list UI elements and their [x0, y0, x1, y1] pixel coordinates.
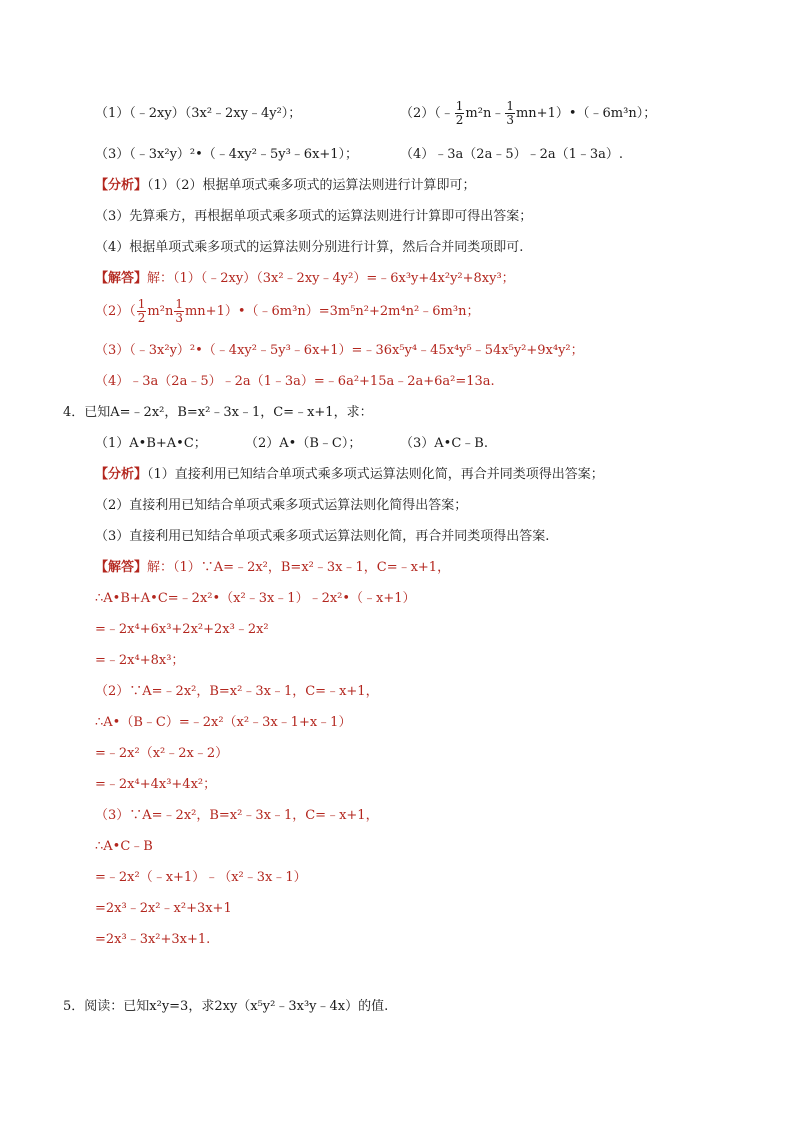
problem-3-3: （3）（﹣3x²y）²•（﹣4xy²﹣5y³﹣6x+1）；: [95, 147, 359, 162]
problem-4-3: （3）A•C﹣B.: [400, 436, 488, 451]
analysis-3-line-3: （4）根据单项式乘多项式的运算法则分别进行计算，然后合并同类项即可.: [95, 240, 524, 255]
problem-4-2: （2）A•（B﹣C）；: [245, 436, 362, 451]
problem-3-2: [400, 100, 656, 128]
fraction-denominator: 2: [455, 113, 464, 127]
fraction-numerator: 1: [137, 297, 146, 311]
answer-4-step: =﹣2x²（﹣x+1）﹣（x²﹣3x﹣1）: [95, 870, 307, 885]
fraction-numerator: 1: [455, 99, 464, 113]
answer-4-step: ∴A•C﹣B: [95, 839, 153, 854]
fraction: [174, 298, 184, 325]
analysis-text: （1）（2）根据单项式乘多项式的运算法则进行计算即可；: [147, 178, 476, 193]
answer-label: 【解答】: [95, 560, 148, 575]
answer-3-line-2: [95, 298, 479, 326]
answer-4-line-1: [95, 559, 450, 577]
question-5-stem: 5．阅读：已知x²y=3，求2xy（x⁵y²﹣3x³y﹣4x）的值.: [63, 999, 389, 1014]
answer-4-step: =2x³﹣2x²﹣x²+3x+1: [95, 901, 232, 916]
problem-3-2-prefix: （2）（﹣: [400, 106, 454, 121]
fraction-denominator: 3: [506, 113, 514, 127]
analysis-label: 【分析】: [95, 178, 148, 193]
answer-suffix: mn+1）•（﹣6m³n）=3m⁵n²+2m⁴n²﹣6m³n；: [184, 304, 480, 319]
answer-prefix: （2）（: [95, 304, 136, 319]
answer-3-line-4: （4）﹣3a（2a﹣5）﹣2a（1﹣3a）=﹣6a²+15a﹣2a+6a²=13a.: [95, 374, 495, 389]
fraction: [455, 100, 465, 127]
analysis-text: （1）直接利用已知结合单项式乘多项式运算法则化简，再合并同类项得出答案；: [147, 467, 604, 482]
fraction-numerator: 1: [175, 297, 183, 311]
fraction-denominator: 2: [137, 311, 146, 325]
problem-4-1: （1）A•B+A•C；: [95, 436, 207, 451]
problem-3-2-middle: m²n﹣: [465, 106, 505, 121]
answer-4-step: ∴A•（B﹣C）=﹣2x²（x²﹣3x﹣1+x﹣1）: [95, 715, 352, 730]
answer-3-line-3: （3）（﹣3x²y）²•（﹣4xy²﹣5y³﹣6x+1）=﹣36x⁵y⁴﹣45x⁴y⁵﹣54x⁵y²+9x⁴y²；: [95, 343, 584, 358]
analysis-label: 【分析】: [95, 467, 148, 482]
analysis-4-line-3: （3）直接利用已知结合单项式乘多项式运算法则化简，再合并同类项得出答案.: [95, 529, 550, 544]
answer-4-step: （3）∵A=﹣2x²，B=x²﹣3x﹣1，C=﹣x+1，: [95, 808, 379, 823]
answer-label: 【解答】: [95, 271, 148, 286]
answer-4-step: =﹣2x⁴+8x³；: [95, 653, 185, 668]
answer-4-step: ∴A•B+A•C=﹣2x²•（x²﹣3x﹣1）﹣2x²•（﹣x+1）: [95, 591, 416, 606]
fraction-denominator: 3: [175, 311, 183, 325]
answer-4-step: =﹣2x⁴+4x³+4x²；: [95, 777, 217, 792]
analysis-3-line-1: [95, 177, 476, 195]
question-4-stem: 4．已知A=﹣2x²，B=x²﹣3x﹣1，C=﹣x+1，求：: [63, 405, 373, 420]
answer-4-step: =﹣2x²（x²﹣2x﹣2）: [95, 746, 229, 761]
fraction-numerator: 1: [506, 99, 514, 113]
problem-3-1: （1）（﹣2xy）（3x²﹣2xy﹣4y²）；: [95, 106, 302, 121]
analysis-3-line-2: （3）先算乘方，再根据单项式乘多项式的运算法则进行计算即可得出答案；: [95, 209, 533, 224]
problem-3-4: （4）﹣3a（2a﹣5）﹣2a（1﹣3a）.: [400, 147, 624, 162]
problem-3-2-suffix: mn+1）•（﹣6m³n）；: [515, 106, 657, 121]
answer-3-line-1: [95, 270, 515, 288]
answer-text: 解：（1）（﹣2xy）（3x²﹣2xy﹣4y²）=﹣6x³y+4x²y²+8xy³；: [147, 271, 515, 286]
answer-4-step: =﹣2x⁴+6x³+2x²+2x³﹣2x²: [95, 622, 269, 637]
fraction: [505, 100, 515, 127]
answer-text: 解：（1）∵A=﹣2x²，B=x²﹣3x﹣1，C=﹣x+1，: [147, 560, 451, 575]
answer-4-step: （2）∵A=﹣2x²，B=x²﹣3x﹣1，C=﹣x+1，: [95, 684, 379, 699]
answer-4-step: =2x³﹣3x²+3x+1.: [95, 932, 211, 947]
analysis-4-line-1: [95, 466, 604, 484]
analysis-4-line-2: （2）直接利用已知结合单项式乘多项式运算法则化简得出答案；: [95, 498, 468, 513]
answer-middle: m²n: [147, 304, 174, 319]
fraction: [137, 298, 147, 325]
